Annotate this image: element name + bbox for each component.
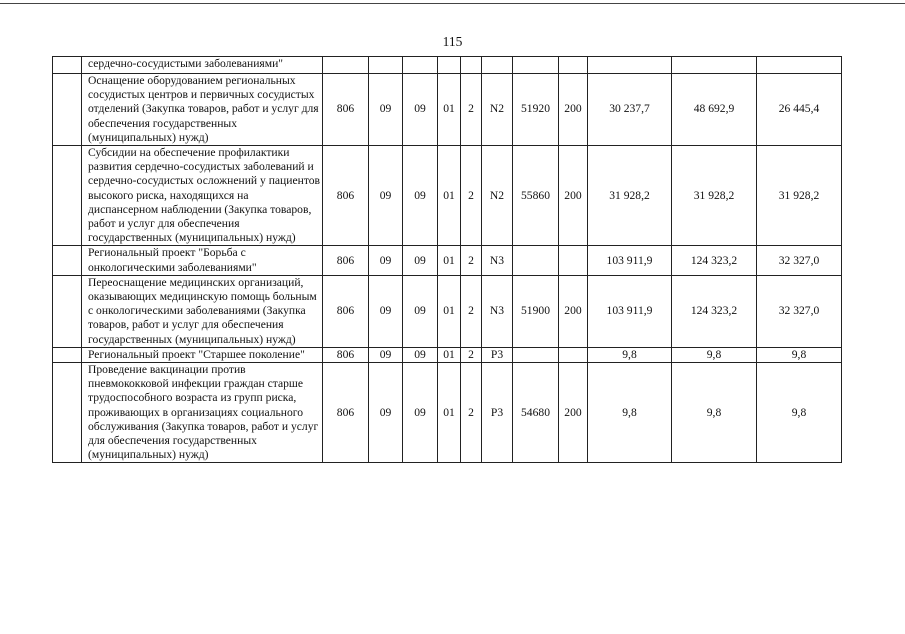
code-expense-type — [559, 57, 588, 74]
amount-year-1: 30 237,7 — [588, 74, 672, 146]
code-subsection: 09 — [403, 347, 438, 362]
code-subsection: 09 — [403, 246, 438, 275]
amount-year-2: 9,8 — [672, 347, 757, 362]
code-project: P3 — [482, 363, 513, 463]
code-subsection: 09 — [403, 146, 438, 246]
table-row — [53, 275, 842, 347]
amount-year-3: 9,8 — [757, 347, 842, 362]
code-section: 09 — [369, 347, 403, 362]
item-name: сердечно-сосудистыми заболеваниями" — [82, 57, 323, 74]
code-subprogram: 2 — [461, 146, 482, 246]
code-expense-type — [559, 246, 588, 275]
code-subprogram: 2 — [461, 275, 482, 347]
table-row — [53, 363, 842, 463]
amount-year-2: 31 928,2 — [672, 146, 757, 246]
item-name: Оснащение оборудованием региональных сосудистых центров и первичных сосудистых отделений (Закупка товаров, работ и услуг для обеспечения государственных (муниципальных) нужд) — [82, 74, 323, 146]
amount-year-3: 9,8 — [757, 363, 842, 463]
code-project: N2 — [482, 146, 513, 246]
code-ministry: 806 — [323, 275, 369, 347]
code-ministry: 806 — [323, 246, 369, 275]
table-row — [53, 74, 842, 146]
code-subsection: 09 — [403, 363, 438, 463]
code-program: 01 — [438, 347, 461, 362]
code-ministry: 806 — [323, 146, 369, 246]
amount-year-1: 103 911,9 — [588, 246, 672, 275]
code-ministry — [323, 57, 369, 74]
amount-year-3: 26 445,4 — [757, 74, 842, 146]
code-subsection: 09 — [403, 275, 438, 347]
code-program: 01 — [438, 275, 461, 347]
code-section: 09 — [369, 246, 403, 275]
table-row — [53, 246, 842, 275]
page-number: 115 — [442, 34, 463, 49]
code-section: 09 — [369, 363, 403, 463]
amount-year-3: 32 327,0 — [757, 246, 842, 275]
code-program: 01 — [438, 246, 461, 275]
code-project: N3 — [482, 275, 513, 347]
amount-year-3: 31 928,2 — [757, 146, 842, 246]
code-direction — [513, 57, 559, 74]
item-name: Региональный проект "Старшее поколение" — [82, 347, 323, 362]
code-expense-type: 200 — [559, 275, 588, 347]
code-project — [482, 57, 513, 74]
item-name: Проведение вакцинации против пневмококковой инфекции граждан старше трудоспособного возраста из групп риска, проживающих в организациях социального обслуживания (Закупка товаров, работ и услуг для обеспечения государственных (муниципальных) нужд) — [82, 363, 323, 463]
code-program: 01 — [438, 146, 461, 246]
code-program — [438, 57, 461, 74]
code-expense-type: 200 — [559, 146, 588, 246]
amount-year-1 — [588, 57, 672, 74]
amount-year-2: 9,8 — [672, 363, 757, 463]
budget-table — [52, 56, 842, 463]
row-marker-cell — [53, 246, 82, 275]
amount-year-1: 9,8 — [588, 363, 672, 463]
code-direction — [513, 246, 559, 275]
code-subsection — [403, 57, 438, 74]
code-ministry: 806 — [323, 363, 369, 463]
code-direction — [513, 347, 559, 362]
code-project: N2 — [482, 74, 513, 146]
code-subprogram: 2 — [461, 246, 482, 275]
code-subprogram: 2 — [461, 74, 482, 146]
table-row — [53, 347, 842, 362]
row-marker-cell — [53, 74, 82, 146]
code-project: N3 — [482, 246, 513, 275]
code-project: P3 — [482, 347, 513, 362]
row-marker-cell — [53, 363, 82, 463]
item-name: Субсидии на обеспечение профилактики развития сердечно-сосудистых заболеваний и сердечно-сосудистых осложнений у пациентов высокого риска, находящихся на диспансерном наблюдении (Закупка товаров, работ и услуг для обеспечения государственных (муниципальных) нужд) — [82, 146, 323, 246]
row-marker-cell — [53, 57, 82, 74]
page-top-border — [0, 3, 905, 4]
amount-year-3 — [757, 57, 842, 74]
amount-year-1: 9,8 — [588, 347, 672, 362]
code-ministry: 806 — [323, 347, 369, 362]
code-direction: 54680 — [513, 363, 559, 463]
code-subprogram: 2 — [461, 363, 482, 463]
amount-year-2 — [672, 57, 757, 74]
code-direction: 51900 — [513, 275, 559, 347]
code-direction: 55860 — [513, 146, 559, 246]
row-marker-cell — [53, 347, 82, 362]
table-row — [53, 57, 842, 74]
code-section: 09 — [369, 74, 403, 146]
code-direction: 51920 — [513, 74, 559, 146]
code-ministry: 806 — [323, 74, 369, 146]
code-section: 09 — [369, 146, 403, 246]
code-section — [369, 57, 403, 74]
amount-year-2: 48 692,9 — [672, 74, 757, 146]
table-row — [53, 146, 842, 246]
code-expense-type: 200 — [559, 363, 588, 463]
amount-year-2: 124 323,2 — [672, 275, 757, 347]
item-name: Переоснащение медицинских организаций, оказывающих медицинскую помощь больным с онкологическими заболеваниями (Закупка товаров, работ и услуг для обеспечения государственных (муниципальных) нужд) — [82, 275, 323, 347]
code-expense-type: 200 — [559, 74, 588, 146]
code-program: 01 — [438, 74, 461, 146]
row-marker-cell — [53, 275, 82, 347]
item-name: Региональный проект "Борьба с онкологическими заболеваниями" — [82, 246, 323, 275]
row-marker-cell — [53, 146, 82, 246]
amount-year-2: 124 323,2 — [672, 246, 757, 275]
code-subsection: 09 — [403, 74, 438, 146]
code-expense-type — [559, 347, 588, 362]
code-section: 09 — [369, 275, 403, 347]
code-subprogram: 2 — [461, 347, 482, 362]
amount-year-1: 103 911,9 — [588, 275, 672, 347]
amount-year-1: 31 928,2 — [588, 146, 672, 246]
amount-year-3: 32 327,0 — [757, 275, 842, 347]
code-subprogram — [461, 57, 482, 74]
code-program: 01 — [438, 363, 461, 463]
